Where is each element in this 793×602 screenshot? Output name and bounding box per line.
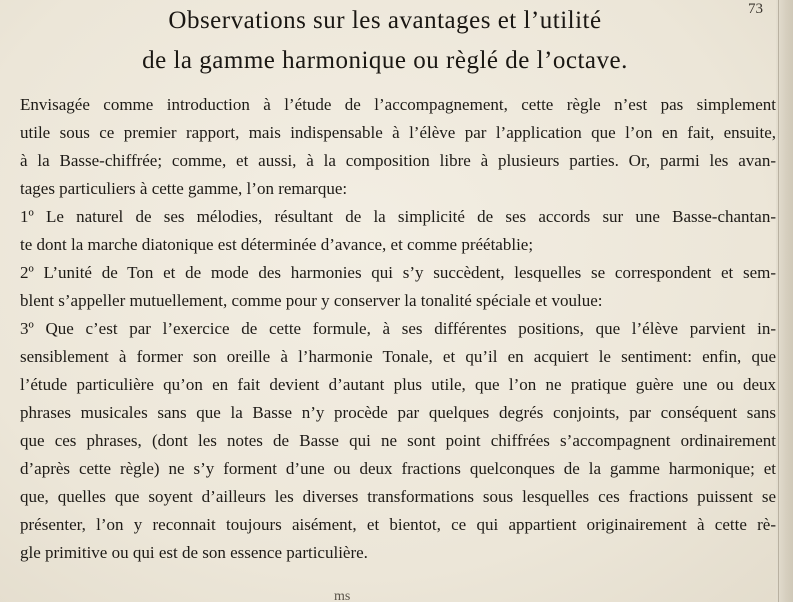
body-line-15: que, quelles que soyent d’ailleurs les diverses transformations sous lesquelles ces fractions puissent se [20, 487, 776, 506]
body-line-3: à la Basse-chiffrée; comme, et aussi, à la composition libre à plusieurs parties. Or, parmi les avan- [20, 151, 776, 170]
body-line-7: 2º L’unité de Ton et de mode des harmonies qui s’y succèdent, lesquelles se correspondent et sem- [20, 263, 776, 282]
body-line-2: utile sous ce premier rapport, mais indispensable à l’élève par l’application que l’on en fait, ensuite, [20, 123, 776, 142]
body-line-8: blent s’appeller mutuellement, comme pour y conserver la tonalité spéciale et voulue: [20, 291, 603, 310]
body-line-16: présenter, l’on y reconnait toujours aisément, et bientot, ce qui appartient originairement à cette rè- [20, 515, 776, 534]
title-line-1: Observations sur les avantages et l’utilité [168, 7, 602, 34]
page-number: 73 [748, 1, 763, 17]
body-line-9: 3º Que c’est par l’exercice de cette formule, à ses différentes positions, que l’élève parvient in- [20, 319, 776, 338]
body-line-11: l’étude particulière qu’on en fait devient d’autant plus utile, que l’on ne pratique guère une ou deux [20, 375, 776, 394]
body-line-4: tages particuliers à cette gamme, l’on remarque: [20, 179, 348, 198]
footer-mark: ms [334, 590, 351, 602]
body-line-10: sensiblement à former son oreille à l’harmonie Tonale, et qu’il en acquiert le sentiment: enfin, que [20, 347, 776, 366]
body-line-12: phrases musicales sans que la Basse n’y procède par quelques degrés conjoints, par conséquent sans [20, 403, 776, 422]
gutter-edge [778, 0, 779, 602]
title-line-2: de la gamme harmonique ou règlé de l’octave. [142, 47, 628, 74]
body-line-13: que ces phrases, (dont les notes de Basse qui ne sont point chiffrées s’accompagnent ordinairement [20, 431, 776, 450]
body-line-14: d’après cette règle) ne s’y forment d’une ou deux fractions quelconques de la gamme harmonique; et [20, 459, 776, 478]
body-line-17: gle primitive ou qui est de son essence particulière. [20, 543, 368, 562]
body-line-6: te dont la marche diatonique est déterminée d’avance, et comme préétablie; [20, 235, 534, 254]
body-line-5: 1º Le naturel de ses mélodies, résultant de la simplicité de ses accords sur une Basse-chantan- [20, 207, 776, 226]
body-line-1: Envisagée comme introduction à l’étude de l’accompagnement, cette règle n’est pas simplement [20, 95, 776, 114]
